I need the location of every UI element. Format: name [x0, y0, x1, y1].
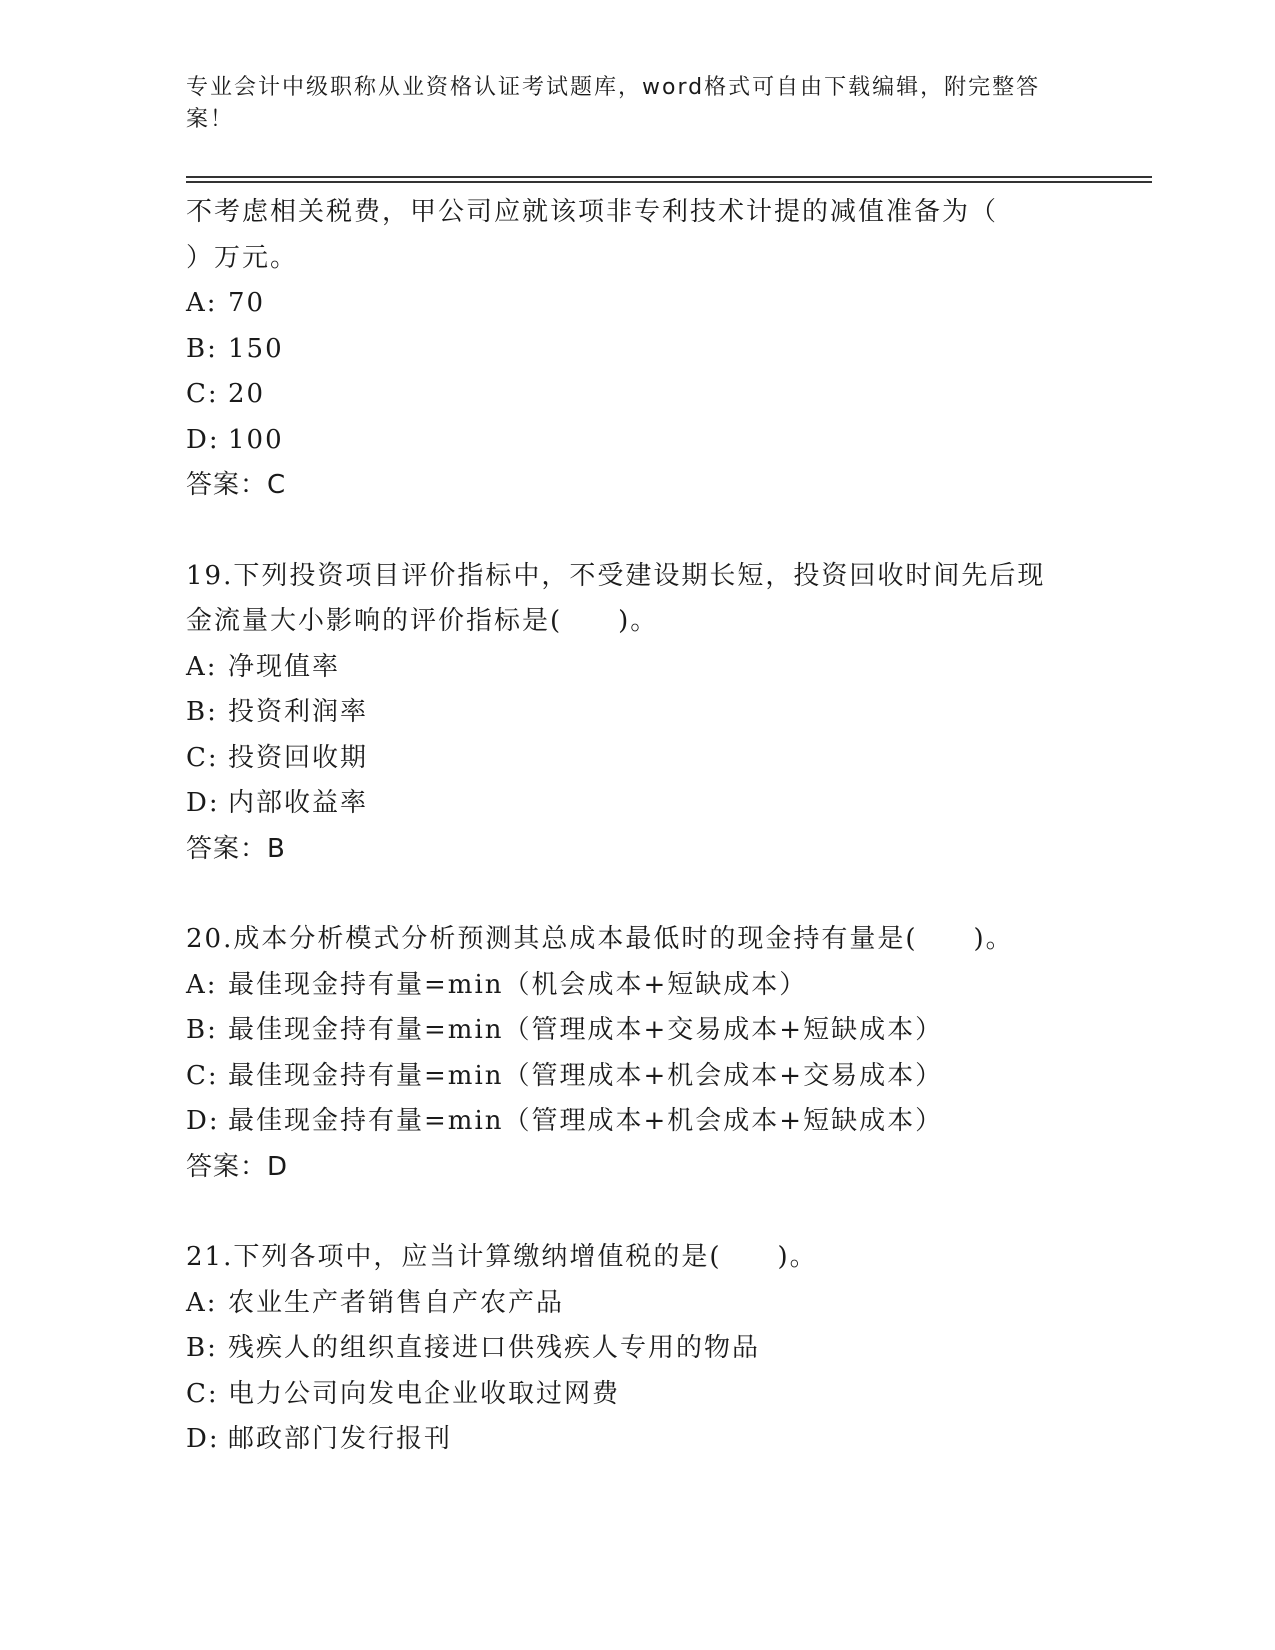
option-text: 70: [228, 288, 266, 318]
option-b: [186, 690, 1086, 736]
option-a: [186, 963, 1086, 1009]
question-block-19: [186, 554, 1086, 873]
option-text: 农业生产者销售自产农产品: [228, 1287, 565, 1318]
page-header: [186, 72, 1066, 136]
question-block-continued: [186, 190, 1086, 509]
option-letter: D:: [186, 424, 220, 455]
option-letter: D:: [186, 788, 220, 818]
option-text: 最佳现金持有量=min（管理成本+交易成本+短缺成本）: [228, 1015, 944, 1045]
answer-line: 答案：D: [186, 1151, 289, 1182]
answer-line: 答案：C: [186, 470, 287, 500]
option-letter: B:: [186, 697, 218, 727]
question-block-21: [186, 1235, 1086, 1463]
option-text: 最佳现金持有量=min（管理成本+机会成本+短缺成本）: [228, 1106, 944, 1136]
question-stem: ）万元。: [186, 242, 299, 273]
option-letter: B:: [186, 333, 218, 364]
option-letter: B:: [186, 1333, 218, 1363]
option-letter: C:: [186, 379, 219, 409]
option-text: 最佳现金持有量=min（管理成本+机会成本+交易成本）: [228, 1060, 944, 1091]
option-letter: A:: [186, 651, 218, 682]
option-letter: A:: [186, 1287, 218, 1318]
question-stem: 金流量大小影响的评价指标是( )。: [186, 606, 659, 636]
option-letter: D:: [186, 1106, 220, 1136]
option-text: 内部收益率: [228, 788, 369, 818]
option-d: [186, 781, 1086, 827]
option-text: 100: [228, 424, 284, 455]
option-b: [186, 1326, 1086, 1372]
option-text: 最佳现金持有量=min（机会成本+短缺成本）: [228, 969, 808, 1000]
option-d: [186, 1099, 1086, 1145]
header-divider-top: [186, 176, 1152, 178]
option-a: [186, 281, 1086, 327]
option-text: 投资回收期: [228, 742, 369, 773]
option-b: [186, 1008, 1086, 1054]
option-a: [186, 1281, 1086, 1327]
answer-line: 答案：B: [186, 833, 286, 864]
question-stem: 19.下列投资项目评价指标中，不受建设期长短，投资回收时间先后现: [186, 560, 1046, 591]
option-letter: C:: [186, 1060, 219, 1091]
option-letter: D:: [186, 1424, 220, 1454]
option-letter: C:: [186, 1378, 219, 1409]
option-b: [186, 327, 1086, 373]
option-d: [186, 1417, 1086, 1463]
question-content: [186, 190, 1086, 1463]
question-block-20: [186, 917, 1086, 1190]
option-letter: B:: [186, 1015, 218, 1045]
question-stem: 21.下列各项中，应当计算缴纳增值税的是( )。: [186, 1242, 818, 1272]
option-text: 投资利润率: [228, 697, 369, 727]
option-text: 邮政部门发行报刊: [228, 1424, 453, 1454]
option-d: [186, 418, 1086, 464]
option-letter: A:: [186, 969, 218, 1000]
spacer: [186, 1190, 1086, 1235]
header-line-1: 专业会计中级职称从业资格认证考试题库，word格式可自由下载编辑，附完整答: [186, 75, 1041, 100]
spacer: [186, 872, 1086, 917]
header-divider-bottom: [186, 181, 1152, 183]
option-text: 电力公司向发电企业收取过网费: [228, 1378, 621, 1409]
option-text: 20: [228, 379, 266, 409]
option-text: 150: [228, 333, 284, 364]
option-a: [186, 645, 1086, 691]
option-c: [186, 736, 1086, 782]
spacer: [186, 509, 1086, 554]
question-stem: 20.成本分析模式分析预测其总成本最低时的现金持有量是( )。: [186, 924, 1014, 954]
option-text: 残疾人的组织直接进口供残疾人专用的物品: [228, 1333, 761, 1363]
option-c: [186, 372, 1086, 418]
option-letter: C:: [186, 742, 219, 773]
header-line-2: 案！: [186, 107, 235, 132]
option-text: 净现值率: [228, 651, 341, 682]
option-letter: A:: [186, 288, 218, 318]
question-stem: 不考虑相关税费，甲公司应就该项非专利技术计提的减值准备为（: [186, 197, 999, 227]
option-c: [186, 1372, 1086, 1418]
option-c: [186, 1054, 1086, 1100]
